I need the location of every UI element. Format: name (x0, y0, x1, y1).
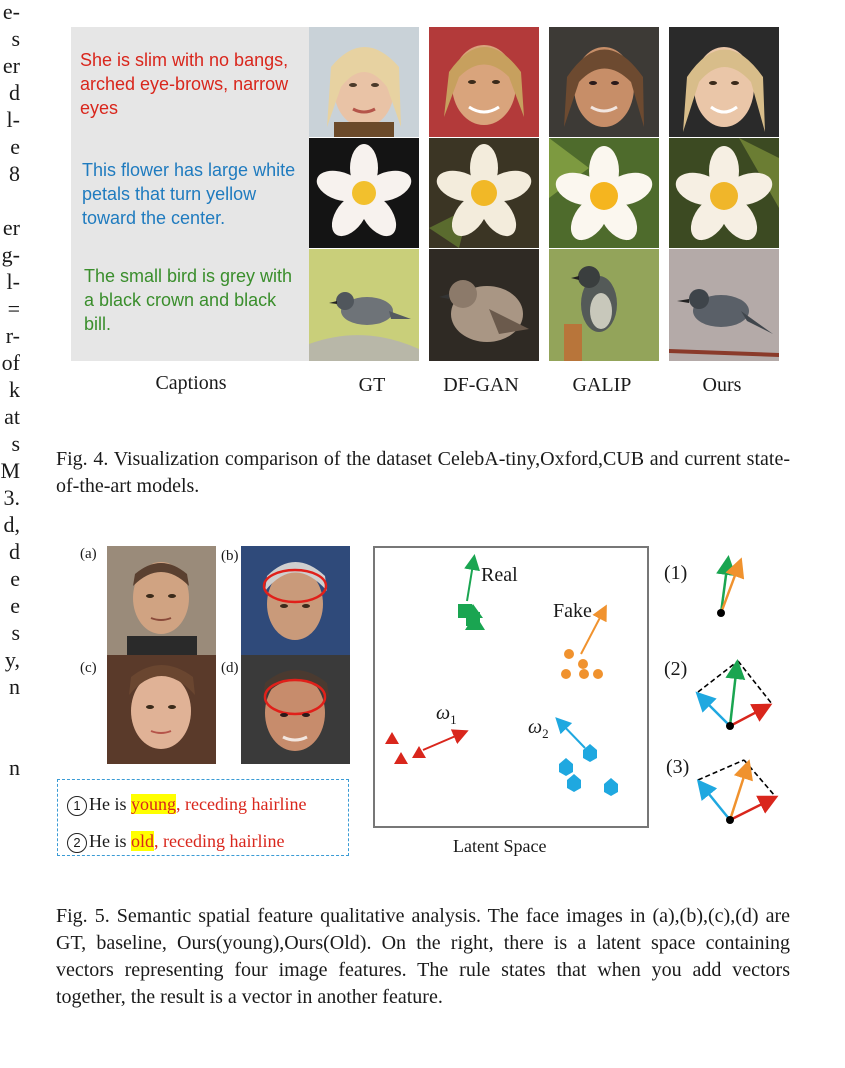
left-column-fragment: s (11, 620, 20, 645)
face-b-baseline (241, 546, 350, 655)
left-column-fragment: e (10, 566, 20, 591)
left-column-fragment (0, 700, 20, 727)
sentence-1-suffix: , receding hairline (176, 794, 307, 814)
face-image-ours (669, 27, 779, 137)
highlight-young: young (131, 794, 176, 814)
column-label-captions: Captions (155, 372, 227, 394)
left-column-fragment: at (4, 404, 20, 429)
face-a-gt (107, 546, 216, 655)
flower-image-gt (309, 138, 419, 248)
latent-space-label: Latent Space (453, 836, 547, 856)
left-column-fragment: g- (1, 242, 20, 267)
left-column-fragment: er (2, 53, 20, 78)
number-two-badge: 2 (67, 833, 87, 853)
omega2-subscript: 2 (542, 726, 549, 741)
column-label-dfgan: DF-GAN (443, 374, 519, 396)
omega1-label (436, 702, 457, 728)
left-column-fragment: 8 (9, 161, 20, 186)
left-column-fragment: n (9, 674, 20, 699)
omega1-symbol: ω (436, 702, 451, 724)
prompt-sentence-1 (67, 793, 306, 816)
face-image-galip (549, 27, 659, 137)
left-column-fragment: d (9, 539, 20, 564)
omega2-cluster (558, 720, 618, 796)
latent-space-diagram (373, 546, 649, 828)
sentence-2-prefix: He is (89, 831, 131, 851)
figure-5-caption: Fig. 5. Semantic spatial feature qualitative analysis. The face images in (a),(b),(c),(d) are GT, baseline, Ours(young),Ours(Old). On the right, there is a latent space containing vectors representing four image features. The rule states that when you add vectors together, the result is a vector in another feature. (56, 905, 790, 1008)
left-column-fragments (0, 0, 20, 781)
left-column-fragment: n (9, 755, 20, 780)
left-column-fragment: r- (5, 323, 20, 348)
left-column-fragment: k (9, 377, 20, 402)
left-column-fragment: er (2, 215, 20, 240)
real-label: Real (481, 564, 518, 586)
face-image-gt (309, 27, 419, 137)
bird-image-galip (549, 249, 659, 361)
highlight-old: old (131, 831, 155, 851)
prompt-sentence-2 (67, 830, 284, 853)
case-label-3: (3) (666, 756, 690, 778)
left-column-fragment: y, (4, 647, 20, 672)
left-column-fragment: l- (6, 107, 20, 132)
left-column-fragment: l- (6, 269, 20, 294)
column-label-galip: GALIP (572, 374, 632, 396)
caption-bird: The small bird is grey with a black crown and black bill. (84, 266, 293, 334)
sentence-1-prefix: He is (89, 794, 131, 814)
left-column-fragment: e (10, 134, 20, 159)
omega1-subscript: 1 (450, 712, 457, 727)
fake-label: Fake (553, 600, 592, 622)
face-d-ours-old (241, 655, 350, 764)
panel-label-d: (d) (221, 660, 239, 676)
face-c-ours-young (107, 655, 216, 764)
bird-image-ours (669, 249, 779, 361)
vector-case-3 (698, 760, 775, 824)
vector-addition-diagrams (690, 548, 790, 838)
panel-label-b: (b) (221, 548, 239, 564)
flower-image-galip (549, 138, 659, 248)
case-label-1: (1) (664, 562, 688, 584)
left-column-fragment: s (11, 26, 20, 51)
caption-face: She is slim with no bangs, arched eye-brows, narrow eyes (80, 50, 289, 118)
figure-4-caption: Fig. 4. Visualization comparison of the dataset CelebA-tiny,Oxford,CUB and current state-of-the-art models. (56, 448, 790, 497)
sentence-2-suffix: , receding hairline (154, 831, 285, 851)
omega2-label (528, 716, 549, 742)
left-column-fragment (0, 727, 20, 754)
vector-case-1 (717, 560, 740, 617)
flower-image-ours (669, 138, 779, 248)
number-one-badge: 1 (67, 796, 87, 816)
omega1-cluster (385, 732, 465, 764)
left-column-fragment: of (1, 350, 20, 375)
column-label-ours: Ours (702, 374, 742, 396)
left-column-fragment: M (0, 458, 20, 483)
face-image-dfgan (429, 27, 539, 137)
left-column-fragment: e (10, 593, 20, 618)
omega2-symbol: ω (528, 716, 543, 738)
left-column-fragment: e- (2, 0, 20, 24)
left-column-fragment: d (9, 80, 20, 105)
vector-case-2 (698, 661, 772, 730)
left-column-fragment (0, 187, 20, 214)
left-column-fragment: s (11, 431, 20, 456)
left-column-fragment: d, (3, 512, 20, 537)
column-label-gt: GT (358, 374, 386, 396)
panel-label-a: (a) (80, 546, 97, 562)
left-column-fragment: 3. (3, 485, 20, 510)
flower-image-dfgan (429, 138, 539, 248)
caption-flower: This flower has large white petals that turn yellow toward the center. (82, 160, 296, 228)
case-label-2: (2) (664, 658, 688, 680)
bird-image-dfgan (429, 249, 539, 361)
bird-image-gt (309, 249, 419, 361)
left-column-fragment: = (7, 296, 20, 321)
panel-label-c: (c) (80, 660, 97, 676)
